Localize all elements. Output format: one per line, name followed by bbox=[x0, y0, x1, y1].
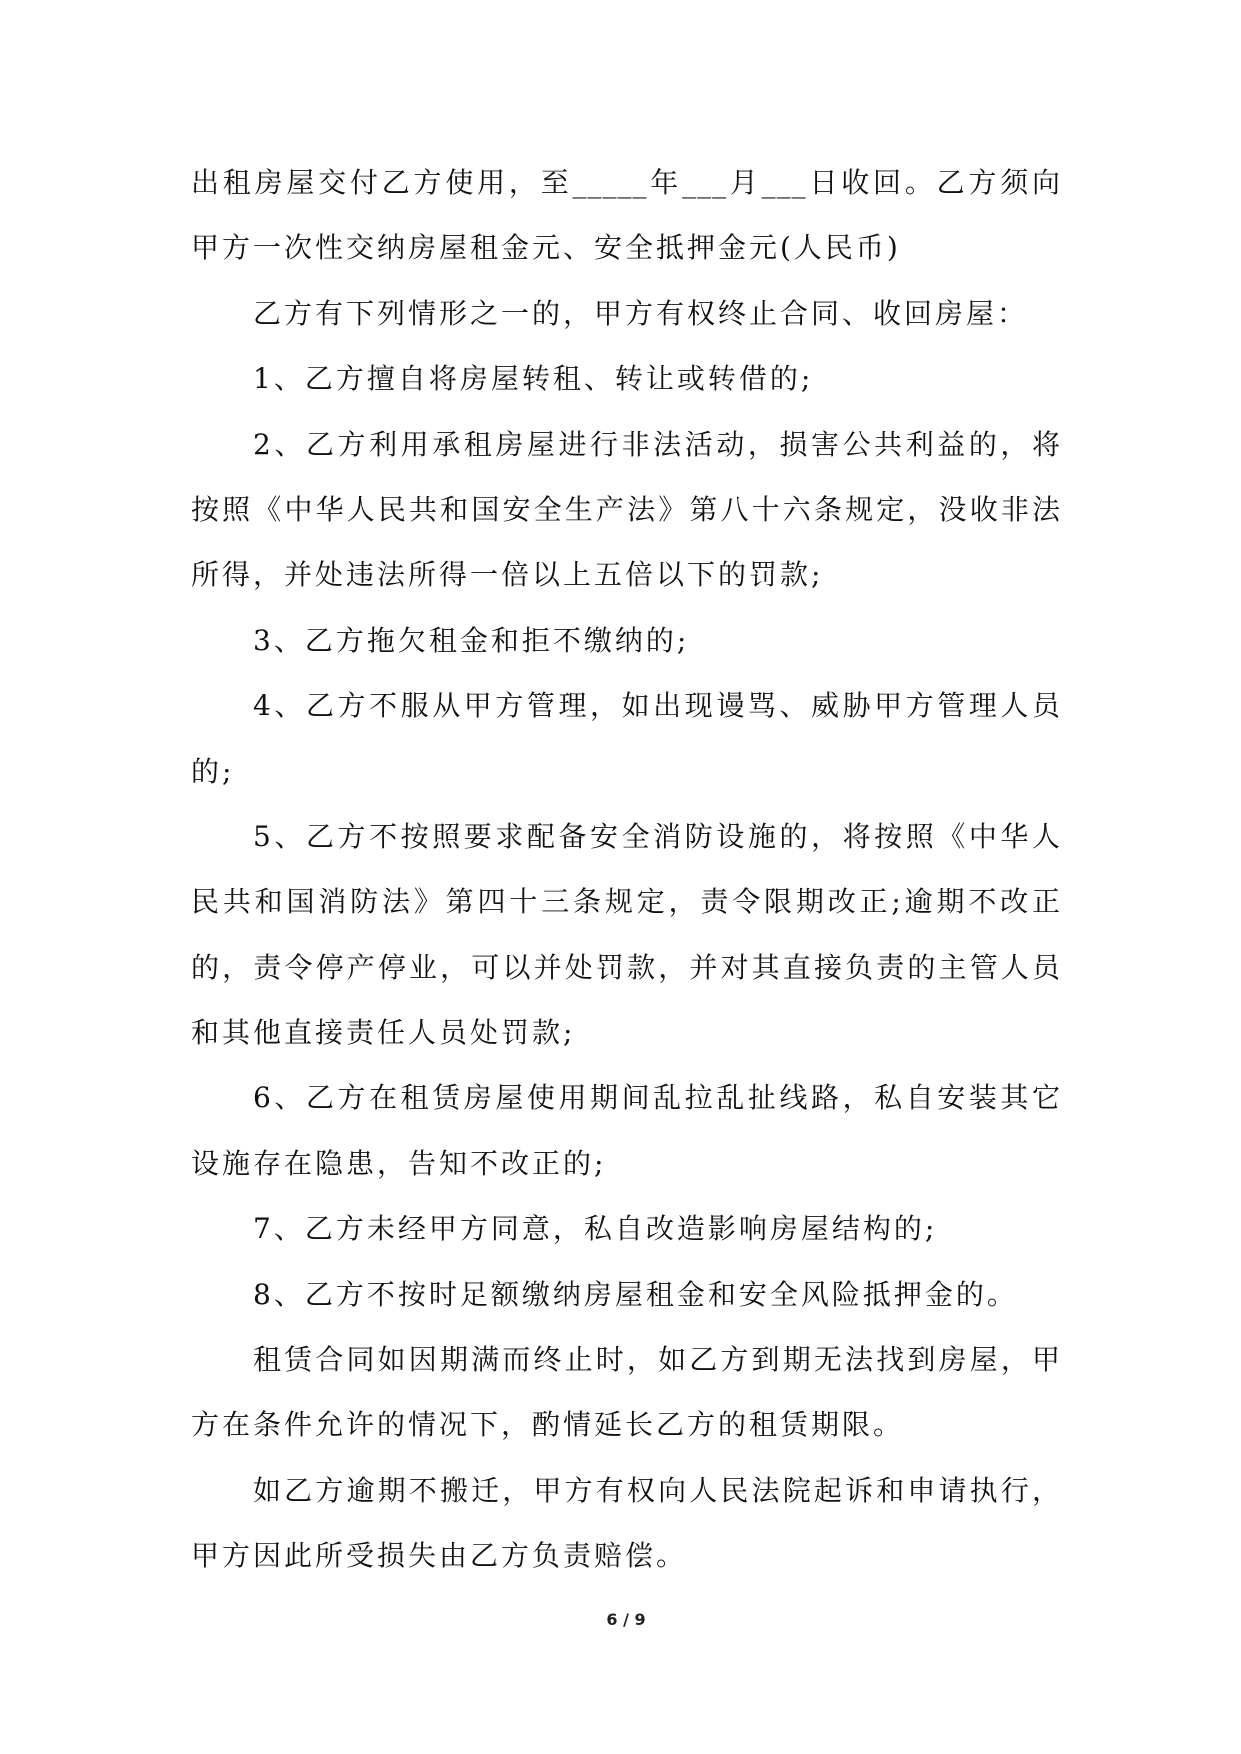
paragraph-line: 甲方因此所受损失由乙方负责赔偿。 bbox=[191, 1539, 688, 1573]
paragraph-line: 民共和国消防法》第四十三条规定，责令限期改正;逾期不改正 bbox=[191, 885, 1061, 919]
paragraph-line: 所得，并处违法所得一倍以上五倍以下的罚款; bbox=[191, 558, 824, 592]
clause-6 bbox=[191, 1065, 1061, 1196]
paragraph-termination-intro bbox=[191, 281, 1061, 346]
document-body bbox=[191, 150, 1061, 1589]
paragraph-line: 方在条件允许的情况下，酌情延长乙方的租赁期限。 bbox=[191, 1408, 905, 1442]
clause-2 bbox=[191, 412, 1061, 608]
paragraph-line: 的; bbox=[191, 754, 235, 788]
paragraph-line: 设施存在隐患，告知不改正的; bbox=[191, 1146, 607, 1180]
paragraph-line: 的，责令停产停业，可以并处罚款，并对其直接负责的主管人员 bbox=[191, 950, 1061, 984]
paragraph-line: 按照《中华人民共和国安全生产法》第八十六条规定，没收非法 bbox=[191, 492, 1061, 526]
paragraph-line: 2、乙方利用承租房屋进行非法活动，损害公共利益的，将 bbox=[253, 427, 1061, 461]
clause-4 bbox=[191, 673, 1061, 804]
paragraph-line: 7、乙方未经甲方同意，私自改造影响房屋结构的; bbox=[253, 1212, 938, 1246]
paragraph-line: 租赁合同如因期满而终止时，如乙方到期无法找到房屋，甲 bbox=[253, 1343, 1061, 1377]
clause-3 bbox=[191, 608, 1061, 673]
paragraph-line: 6、乙方在租赁房屋使用期间乱拉乱扯线路，私自安装其它 bbox=[253, 1081, 1061, 1115]
paragraph-line: 出租房屋交付乙方使用，至_____年___月___日收回。乙方须向 bbox=[191, 166, 1061, 199]
paragraph-line: 3、乙方拖欠租金和拒不缴纳的; bbox=[253, 623, 690, 657]
paragraph-line: 如乙方逾期不搬迁，甲方有权向人民法院起诉和申请执行， bbox=[253, 1473, 1061, 1507]
page-number: 6 / 9 bbox=[606, 1610, 646, 1629]
paragraph-line: 5、乙方不按照要求配备安全消防设施的，将按照《中华人 bbox=[253, 819, 1061, 853]
paragraph-line: 甲方一次性交纳房屋租金元、安全抵押金元(人民币) bbox=[191, 231, 901, 265]
paragraph-overdue-eviction bbox=[191, 1458, 1061, 1589]
paragraph-term-continuation bbox=[191, 150, 1061, 281]
paragraph-lease-extension bbox=[191, 1327, 1061, 1458]
clause-1 bbox=[191, 346, 1061, 411]
clause-8 bbox=[191, 1262, 1061, 1327]
paragraph-line: 8、乙方不按时足额缴纳房屋租金和安全风险抵押金的。 bbox=[253, 1277, 1018, 1311]
paragraph-line: 4、乙方不服从甲方管理，如出现谩骂、威胁甲方管理人员 bbox=[253, 689, 1061, 723]
clause-5 bbox=[191, 804, 1061, 1066]
clause-7 bbox=[191, 1196, 1061, 1261]
paragraph-line: 乙方有下列情形之一的，甲方有权终止合同、收回房屋： bbox=[253, 296, 1029, 330]
paragraph-line: 和其他直接责任人员处罚款; bbox=[191, 1016, 576, 1050]
paragraph-line: 1、乙方擅自将房屋转租、转让或转借的; bbox=[253, 362, 814, 396]
